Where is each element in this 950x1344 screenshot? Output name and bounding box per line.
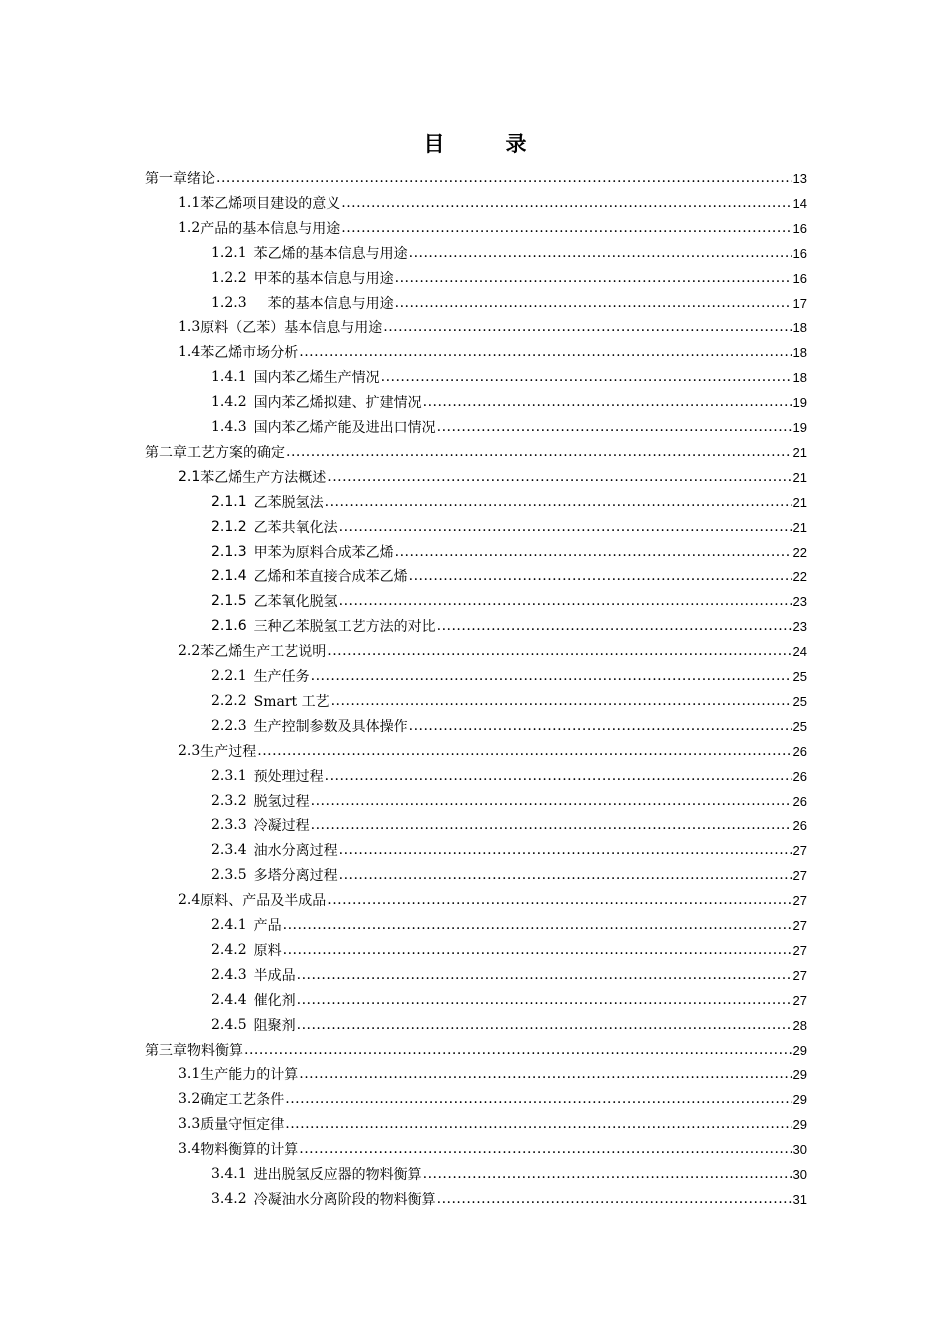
toc-entry-page: 16 xyxy=(792,245,807,261)
toc-dot-leader xyxy=(285,1116,791,1132)
toc-entry-title: 生产过程 xyxy=(200,744,257,760)
toc-entry-title: 甲苯的基本信息与用途 xyxy=(253,271,394,287)
toc-entry[interactable] xyxy=(0,315,950,339)
toc-entry-title: 甲苯为原料合成苯乙烯 xyxy=(253,545,394,561)
toc-entry-number: 2.1 xyxy=(178,469,201,485)
toc-dot-leader xyxy=(381,369,792,385)
toc-dot-leader xyxy=(409,568,792,584)
toc-entry-number: 2.3.4 xyxy=(211,842,247,858)
toc-entry-title: 产品的基本信息与用途 xyxy=(200,221,341,237)
toc-entry-page: 19 xyxy=(792,419,807,435)
toc-entry-number: 2.1.3 xyxy=(211,544,247,560)
toc-entry[interactable] xyxy=(0,266,950,290)
toc-dot-leader xyxy=(437,1191,792,1207)
toc-entry-page: 21 xyxy=(792,444,807,460)
toc-entry-page: 14 xyxy=(792,195,807,211)
toc-entry-page: 25 xyxy=(792,693,807,709)
toc-entry-title: 确定工艺条件 xyxy=(200,1092,285,1108)
toc-entry-title: 生产任务 xyxy=(253,669,310,685)
toc-entry-number: 3.4.1 xyxy=(211,1166,247,1182)
toc-entry[interactable] xyxy=(0,614,950,638)
toc-entry-number: 1.4 xyxy=(178,344,201,360)
toc-entry[interactable] xyxy=(0,564,950,588)
toc-dot-leader xyxy=(383,319,791,335)
toc-entry[interactable] xyxy=(0,216,950,240)
toc-entry[interactable] xyxy=(0,1038,950,1062)
toc-entry-page: 27 xyxy=(792,992,807,1008)
toc-entry-page: 21 xyxy=(792,494,807,510)
toc-entry-title: 冷凝油水分离阶段的物料衡算 xyxy=(253,1192,436,1208)
toc-entry-number: 2.4.3 xyxy=(211,967,247,983)
toc-entry-title: 原料、产品及半成品 xyxy=(200,893,327,909)
toc-entry[interactable] xyxy=(0,1062,950,1086)
toc-entry[interactable] xyxy=(0,515,950,539)
toc-entry-title: 阻聚剂 xyxy=(253,1018,296,1034)
toc-entry-page: 26 xyxy=(792,793,807,809)
toc-entry-page: 27 xyxy=(792,892,807,908)
toc-entry[interactable] xyxy=(0,490,950,514)
toc-entry-number: 2.2.1 xyxy=(211,668,247,684)
toc-dot-leader xyxy=(299,1066,791,1082)
toc-entry[interactable] xyxy=(0,838,950,862)
toc-entry-number: 第二章 xyxy=(145,445,187,461)
toc-entry-page: 29 xyxy=(792,1042,807,1058)
toc-entry-page: 30 xyxy=(792,1141,807,1157)
toc-dot-leader xyxy=(327,643,791,659)
toc-entry-number: 1.2.3 xyxy=(211,295,247,311)
toc-entry-page: 16 xyxy=(792,270,807,286)
toc-dot-leader xyxy=(299,1141,791,1157)
toc-dot-leader xyxy=(257,743,791,759)
toc-dot-leader xyxy=(437,618,792,634)
toc-entry-title: 苯乙烯项目建设的意义 xyxy=(200,196,341,212)
toc-entry[interactable] xyxy=(0,813,950,837)
toc-entry-page: 13 xyxy=(792,170,807,186)
toc-entry-title: 催化剂 xyxy=(253,993,296,1009)
toc-dot-leader xyxy=(395,270,792,286)
toc-entry-page: 19 xyxy=(792,394,807,410)
toc-dot-leader xyxy=(437,419,792,435)
toc-entry-number: 2.4.5 xyxy=(211,1017,247,1033)
toc-entry[interactable] xyxy=(0,465,950,489)
toc-dot-leader xyxy=(297,992,792,1008)
toc-dot-leader xyxy=(423,394,792,410)
toc-entry-title: 三种乙苯脱氢工艺方法的对比 xyxy=(253,619,436,635)
toc-entry[interactable] xyxy=(0,1137,950,1161)
toc-entry-page: 29 xyxy=(792,1066,807,1082)
toc-entry-number: 3.2 xyxy=(178,1091,201,1107)
toc-dot-leader xyxy=(395,295,792,311)
toc-entry-number: 2.3.1 xyxy=(211,768,247,784)
toc-entry[interactable] xyxy=(0,913,950,937)
toc-entry[interactable] xyxy=(0,714,950,738)
toc-entry-title: 预处理过程 xyxy=(253,769,324,785)
toc-dot-leader xyxy=(311,668,792,684)
toc-entry-title: 冷凝过程 xyxy=(253,818,310,834)
toc-entry[interactable] xyxy=(0,1187,950,1211)
toc-entry-number: 2.3.3 xyxy=(211,817,247,833)
toc-entry[interactable] xyxy=(0,764,950,788)
toc-dot-leader xyxy=(339,593,792,609)
toc-entry[interactable] xyxy=(0,241,950,265)
toc-entry-title: 原料（乙苯）基本信息与用途 xyxy=(200,320,383,336)
toc-entry-number: 2.2.3 xyxy=(211,718,247,734)
toc-entry-title: 生产能力的计算 xyxy=(200,1067,299,1083)
toc-entry-title: 绪论 xyxy=(187,171,215,187)
toc-entry-number: 1.2 xyxy=(178,220,201,236)
toc-entry-title: 脱氢过程 xyxy=(253,794,310,810)
toc-entry[interactable] xyxy=(0,1087,950,1111)
toc-entry-number: 2.1.1 xyxy=(211,494,247,510)
toc-entry-page: 18 xyxy=(792,344,807,360)
toc-entry[interactable] xyxy=(0,1162,950,1186)
toc-entry[interactable] xyxy=(0,440,950,464)
toc-entry-page: 26 xyxy=(792,743,807,759)
toc-entry-page: 27 xyxy=(792,967,807,983)
toc-entry[interactable] xyxy=(0,1013,950,1037)
toc-entry-number: 3.3 xyxy=(178,1116,201,1132)
toc-entry[interactable] xyxy=(0,988,950,1012)
toc-entry-title: 乙苯脱氢法 xyxy=(253,495,324,511)
toc-title: 目 录 xyxy=(423,131,547,156)
toc-entry-number: 1.2.1 xyxy=(211,245,247,261)
toc-dot-leader xyxy=(325,494,792,510)
toc-entry-page: 23 xyxy=(792,618,807,634)
toc-entry-title: 产品 xyxy=(253,918,282,934)
toc-dot-leader xyxy=(423,1166,792,1182)
toc-entry-number: 2.4 xyxy=(178,892,201,908)
toc-entry-number: 1.3 xyxy=(178,319,201,335)
toc-entry-title: 乙烯和苯直接合成苯乙烯 xyxy=(253,569,408,585)
toc-entry-number: 2.2.2 xyxy=(211,693,247,709)
toc-entry-number: 2.3.2 xyxy=(211,793,247,809)
toc-entry-number: 1.1 xyxy=(178,195,201,211)
toc-entry-number: 1.2.2 xyxy=(211,270,247,286)
toc-entry-title: 多塔分离过程 xyxy=(253,868,338,884)
toc-entry[interactable] xyxy=(0,863,950,887)
toc-entry-page: 22 xyxy=(792,568,807,584)
toc-dot-leader xyxy=(297,967,792,983)
toc-entry-page: 27 xyxy=(792,842,807,858)
toc-entry-number: 第三章 xyxy=(145,1043,187,1059)
toc-entry[interactable] xyxy=(0,540,950,564)
toc-dot-leader xyxy=(311,817,792,833)
toc-dot-leader xyxy=(286,444,792,460)
toc-entry-number: 2.1.5 xyxy=(211,593,247,609)
toc-entry-title: 进出脱氢反应器的物料衡算 xyxy=(253,1167,422,1183)
toc-entry-page: 18 xyxy=(792,369,807,385)
toc-entry-number: 3.1 xyxy=(178,1066,201,1082)
toc-dot-leader xyxy=(299,344,791,360)
toc-dot-leader xyxy=(409,245,792,261)
toc-dot-leader xyxy=(341,220,791,236)
toc-entry-page: 26 xyxy=(792,768,807,784)
toc-entry[interactable] xyxy=(0,291,950,315)
toc-dot-leader xyxy=(311,793,792,809)
toc-dot-leader xyxy=(285,1091,791,1107)
toc-entry[interactable] xyxy=(0,365,950,389)
toc-entry-page: 18 xyxy=(792,319,807,335)
toc-dot-leader xyxy=(395,544,792,560)
toc-entry[interactable] xyxy=(0,888,950,912)
toc-entry-page: 29 xyxy=(792,1116,807,1132)
toc-entry-page: 25 xyxy=(792,718,807,734)
toc-entry[interactable] xyxy=(0,166,950,190)
toc-entry-title: 质量守恒定律 xyxy=(200,1117,285,1133)
toc-entry-page: 25 xyxy=(792,668,807,684)
toc-entry-number: 2.3.5 xyxy=(211,867,247,883)
toc-entry-page: 26 xyxy=(792,817,807,833)
toc-entry[interactable] xyxy=(0,739,950,763)
toc-entry-title: 生产控制参数及具体操作 xyxy=(253,719,408,735)
toc-entry[interactable] xyxy=(0,415,950,439)
toc-entry-number: 3.4.2 xyxy=(211,1191,247,1207)
toc-entry-title: 物料衡算的计算 xyxy=(200,1142,299,1158)
toc-dot-leader xyxy=(339,519,792,535)
toc-entry-title: 苯乙烯市场分析 xyxy=(200,345,299,361)
toc-entry-number: 3.4 xyxy=(178,1141,201,1157)
toc-entry-page: 31 xyxy=(792,1191,807,1207)
toc-entry-title: 国内苯乙烯产能及进出口情况 xyxy=(253,420,436,436)
toc-dot-leader xyxy=(283,917,792,933)
toc-dot-leader xyxy=(409,718,792,734)
toc-entry-title: Smart 工艺 xyxy=(253,694,330,710)
toc-entry[interactable] xyxy=(0,689,950,713)
toc-dot-leader xyxy=(244,1042,792,1058)
toc-entry-page: 21 xyxy=(792,469,807,485)
toc-dot-leader xyxy=(327,892,791,908)
toc-entry-number: 2.1.6 xyxy=(211,618,247,634)
toc-entry-title: 苯的基本信息与用途 xyxy=(253,296,394,312)
toc-entry-page: 27 xyxy=(792,867,807,883)
toc-dot-leader xyxy=(339,842,792,858)
toc-dot-leader xyxy=(297,1017,792,1033)
toc-entry-number: 2.3 xyxy=(178,743,201,759)
toc-entry-title: 乙苯共氧化法 xyxy=(253,520,338,536)
toc-entry-title: 工艺方案的确定 xyxy=(187,445,285,461)
toc-entry-page: 28 xyxy=(792,1017,807,1033)
toc-dot-leader xyxy=(327,469,791,485)
toc-entry[interactable] xyxy=(0,390,950,414)
toc-entry-number: 2.4.1 xyxy=(211,917,247,933)
toc-entry-title: 油水分离过程 xyxy=(253,843,338,859)
toc-entry-title: 原料 xyxy=(253,943,282,959)
toc-entry-title: 苯乙烯生产工艺说明 xyxy=(200,644,327,660)
toc-entry-title: 半成品 xyxy=(253,968,296,984)
toc-entry[interactable] xyxy=(0,340,950,364)
toc-entry[interactable] xyxy=(0,1112,950,1136)
toc-entry[interactable] xyxy=(0,789,950,813)
toc-entry[interactable] xyxy=(0,191,950,215)
toc-entry[interactable] xyxy=(0,589,950,613)
toc-entry-page: 30 xyxy=(792,1166,807,1182)
toc-dot-leader xyxy=(283,942,792,958)
toc-entry-title: 乙苯氧化脱氢 xyxy=(253,594,338,610)
toc-entry[interactable] xyxy=(0,639,950,663)
toc-dot-leader xyxy=(339,867,792,883)
toc-entry-title: 苯乙烯生产方法概述 xyxy=(200,470,327,486)
toc-entry-title: 苯乙烯的基本信息与用途 xyxy=(253,246,408,262)
toc-entry-number: 2.1.4 xyxy=(211,568,247,584)
toc-entry-number: 2.4.4 xyxy=(211,992,247,1008)
toc-entry-page: 27 xyxy=(792,942,807,958)
toc-entry-title: 物料衡算 xyxy=(187,1043,243,1059)
toc-entry-page: 23 xyxy=(792,593,807,609)
toc-entry-page: 17 xyxy=(792,295,807,311)
toc-entry-page: 27 xyxy=(792,917,807,933)
toc-entry-title: 国内苯乙烯生产情况 xyxy=(253,370,380,386)
toc-entry-page: 22 xyxy=(792,544,807,560)
toc-entry-number: 2.1.2 xyxy=(211,519,247,535)
toc-entry[interactable] xyxy=(0,963,950,987)
toc-entry-page: 16 xyxy=(792,220,807,236)
toc-entry-page: 24 xyxy=(792,643,807,659)
toc-entry[interactable] xyxy=(0,938,950,962)
toc-entry-title: 国内苯乙烯拟建、扩建情况 xyxy=(253,395,422,411)
toc-entry-number: 2.4.2 xyxy=(211,942,247,958)
toc-entry-page: 21 xyxy=(792,519,807,535)
toc-entry-number: 第一章 xyxy=(145,171,187,187)
toc-dot-leader xyxy=(331,693,792,709)
toc-entry[interactable] xyxy=(0,664,950,688)
toc-entry-number: 2.2 xyxy=(178,643,201,659)
toc-dot-leader xyxy=(325,768,792,784)
toc-entry-number: 1.4.2 xyxy=(211,394,247,410)
toc-entry-number: 1.4.3 xyxy=(211,419,247,435)
toc-dot-leader xyxy=(341,195,791,211)
toc-dot-leader xyxy=(216,170,792,186)
toc-entry-number: 1.4.1 xyxy=(211,369,247,385)
toc-entry-page: 29 xyxy=(792,1091,807,1107)
